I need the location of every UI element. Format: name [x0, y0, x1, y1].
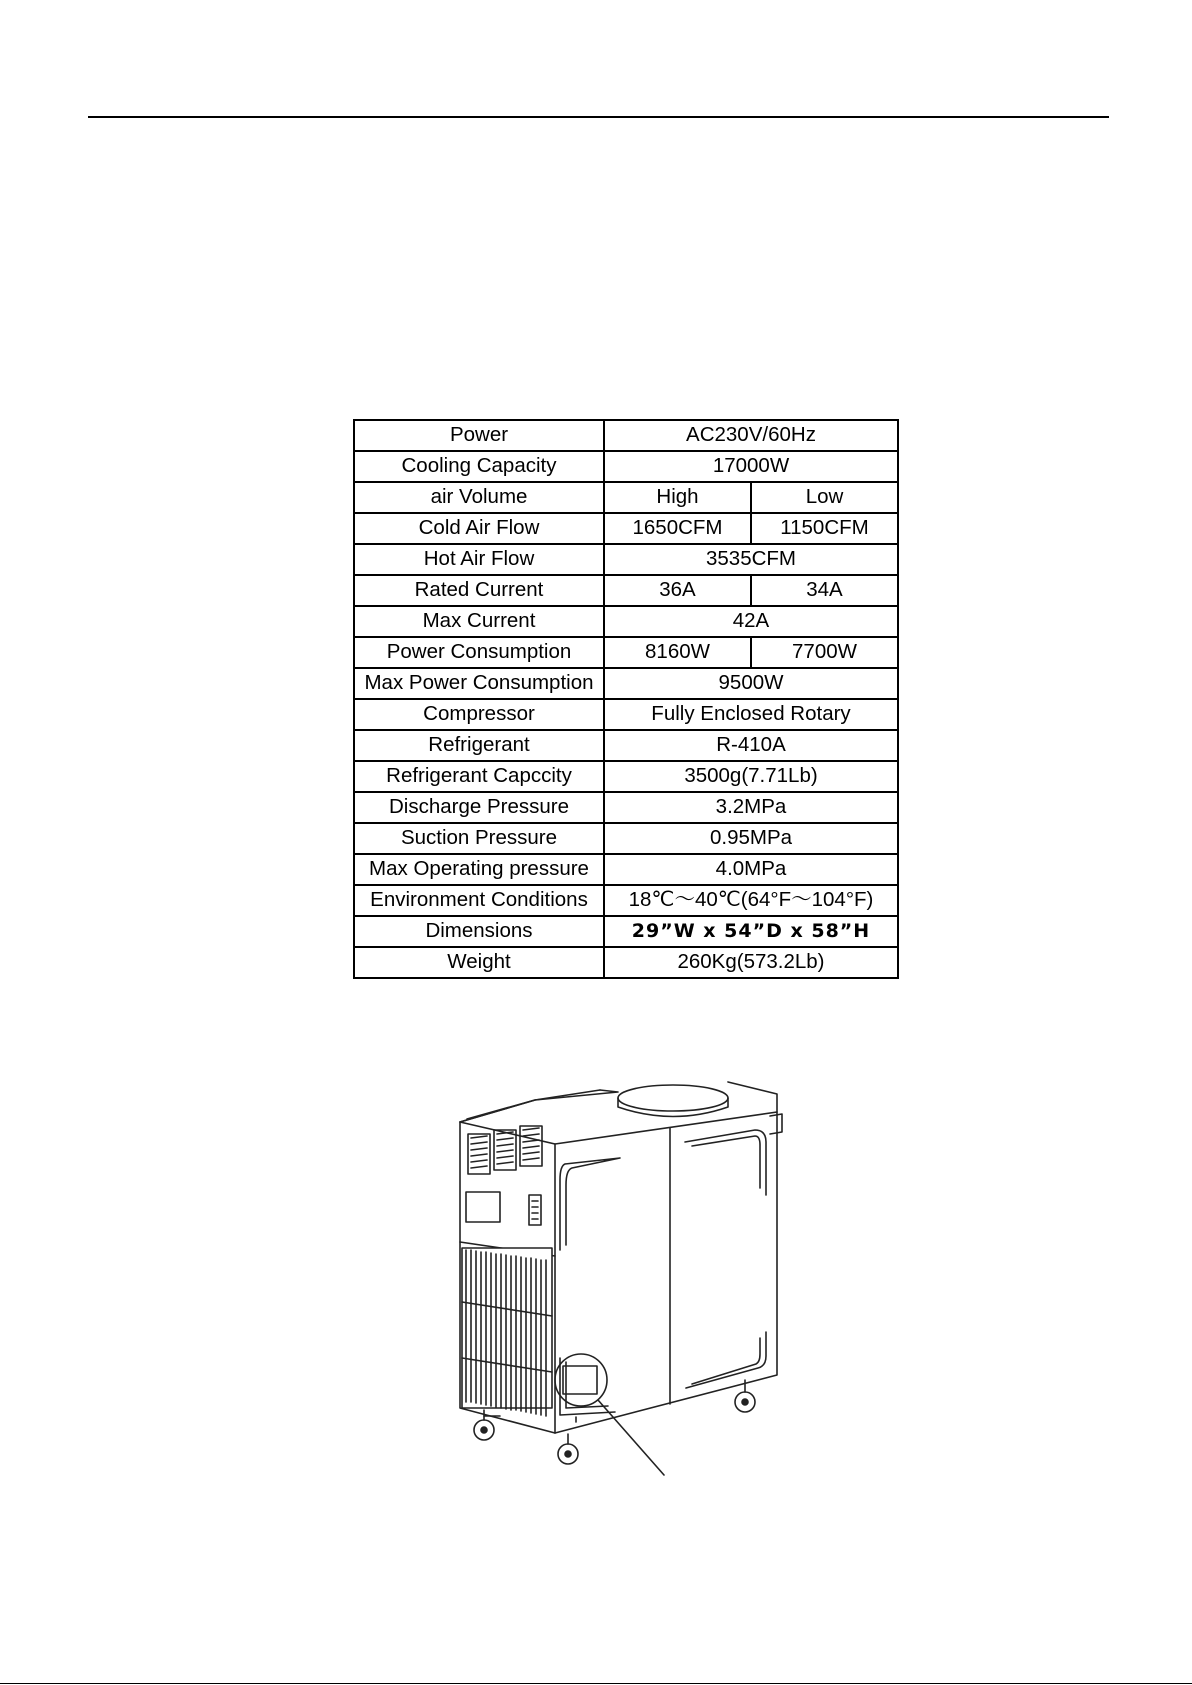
spec-label-cell: Environment Conditions	[354, 885, 604, 916]
table-row	[354, 451, 898, 482]
spec-value-cell: 29”W x 54”D x 58”H	[604, 916, 898, 947]
table-row	[354, 668, 898, 699]
table-row	[354, 854, 898, 885]
table-row	[354, 637, 898, 668]
table-row	[354, 606, 898, 637]
spec-label-cell: Weight	[354, 947, 604, 978]
spec-value-cell: 18℃～40℃(64°F～104°F)	[604, 885, 898, 916]
spec-label-cell: Suction Pressure	[354, 823, 604, 854]
spec-label-cell: Max Operating pressure	[354, 854, 604, 885]
spec-label-cell: Power Consumption	[354, 637, 604, 668]
air-conditioner-unit-icon	[440, 1070, 800, 1480]
table-row	[354, 544, 898, 575]
table-row	[354, 730, 898, 761]
spec-value-cell: 4.0MPa	[604, 854, 898, 885]
spec-value-cell: 7700W	[751, 637, 898, 668]
header-rule	[88, 116, 1109, 118]
spec-label-cell: Cold Air Flow	[354, 513, 604, 544]
specification-table	[353, 419, 899, 979]
spec-value-cell: 17000W	[604, 451, 898, 482]
table-row	[354, 575, 898, 606]
spec-value-cell: 3.2MPa	[604, 792, 898, 823]
spec-value-cell: 3500g(7.71Lb)	[604, 761, 898, 792]
spec-value-cell: R-410A	[604, 730, 898, 761]
spec-label-cell: Max Power Consumption	[354, 668, 604, 699]
spec-value-cell: 42A	[604, 606, 898, 637]
spec-label-cell: Dimensions	[354, 916, 604, 947]
table-row	[354, 699, 898, 730]
table-row	[354, 482, 898, 513]
table-row	[354, 947, 898, 978]
spec-value-cell: High	[604, 482, 751, 513]
spec-label-cell: Discharge Pressure	[354, 792, 604, 823]
table-row	[354, 420, 898, 451]
table-row	[354, 513, 898, 544]
table-row	[354, 761, 898, 792]
spec-value-cell: 34A	[751, 575, 898, 606]
spec-value-cell: AC230V/60Hz	[604, 420, 898, 451]
spec-value-cell: 0.95MPa	[604, 823, 898, 854]
spec-value-cell: 8160W	[604, 637, 751, 668]
spec-label-cell: Compressor	[354, 699, 604, 730]
spec-value-cell: Low	[751, 482, 898, 513]
specification-table-body	[354, 420, 898, 978]
spec-label-cell: Max Current	[354, 606, 604, 637]
table-row	[354, 885, 898, 916]
table-row	[354, 823, 898, 854]
footer-rule	[0, 1683, 1192, 1684]
spec-label-cell: Power	[354, 420, 604, 451]
spec-value-cell: Fully Enclosed Rotary	[604, 699, 898, 730]
spec-label-cell: Cooling Capacity	[354, 451, 604, 482]
spec-label-cell: Hot Air Flow	[354, 544, 604, 575]
spec-label-cell: Rated Current	[354, 575, 604, 606]
spec-value-cell: 1650CFM	[604, 513, 751, 544]
spec-value-cell: 260Kg(573.2Lb)	[604, 947, 898, 978]
table-row	[354, 916, 898, 947]
spec-value-cell: 36A	[604, 575, 751, 606]
spec-label-cell: Refrigerant	[354, 730, 604, 761]
spec-label-cell: Refrigerant Capccity	[354, 761, 604, 792]
spec-value-cell: 1150CFM	[751, 513, 898, 544]
spec-value-cell: 3535CFM	[604, 544, 898, 575]
spec-label-cell: air Volume	[354, 482, 604, 513]
spec-value-cell: 9500W	[604, 668, 898, 699]
table-row	[354, 792, 898, 823]
